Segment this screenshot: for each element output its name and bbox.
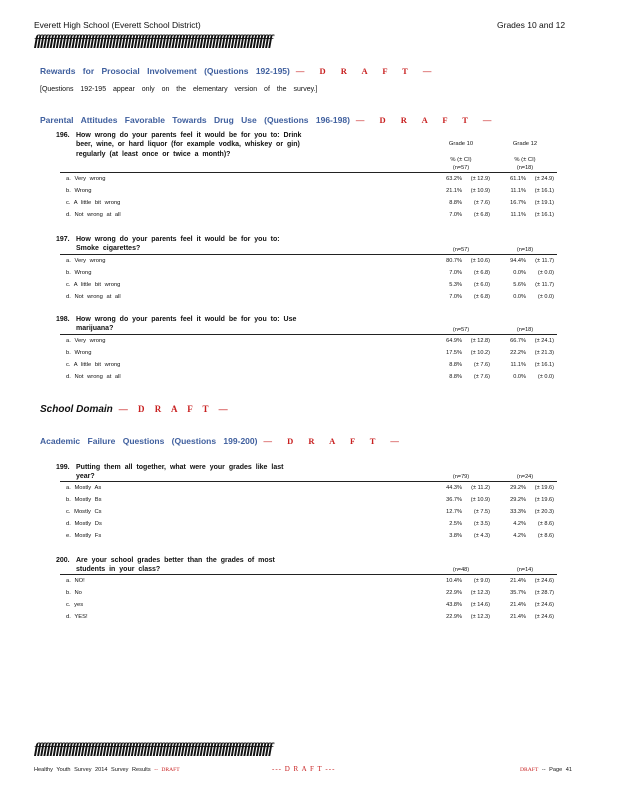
pct-grade10: 63.2% [446,176,462,182]
question-text: How wrong do your parents feel it would be for you to: Drink beer, wine, or hard liquor (for example vodka, whiskey or gin) regularly (at least once or twice a month)? [76,132,302,158]
col-header-grade10: Grade 10 [448,141,474,147]
ci-grade10: (± 12.3) [470,590,490,596]
pct-grade12: 11.1% [510,188,526,194]
ci-grade12: (± 19.1) [534,200,554,206]
pct-grade10: 3.8% [449,533,462,539]
option-label: d. Mostly Ds [66,521,102,527]
question-number: 196. [56,132,70,139]
table-rule [60,172,557,173]
pct-grade10: 22.9% [446,614,462,620]
footer-left [34,767,180,773]
top-decorative-rule: ffffffffffffffffffffffffffffffffffffffffffffffffffffffffffffffffffffffffffff [34,33,272,49]
page-number: -- Page 41 [541,767,573,773]
n-grade10: (n=57) [452,327,470,333]
draft-mark: — D R A F T — [263,436,403,446]
pct-grade12: 11.1% [510,362,526,368]
question-number: 197. [56,236,70,243]
option-label: a. Very wrong [66,176,106,182]
pct-grade10: 7.0% [449,270,462,276]
draft-mark: — D R A F T — [118,404,232,414]
pct-grade12: 33.3% [510,509,526,515]
col-header-grade12: Grade 12 [512,141,538,147]
option-label: b. Wrong [66,350,92,356]
n-grade10: (n=57) [452,247,470,253]
ci-grade12: (± 8.6) [537,521,554,527]
option-label: c. yes [66,602,84,608]
pct-grade12: 16.7% [510,200,526,206]
pct-grade12: 0.0% [513,270,526,276]
section-rewards [40,66,435,76]
option-label: b. No [66,590,82,596]
pct-grade10: 43.8% [446,602,462,608]
ci-grade10: (± 14.6) [470,602,490,608]
section-rewards-title: Rewards for Prosocial Involvement (Questions 192-195) [40,66,290,76]
col-header-pct-ci-12: % (± CI) [514,157,536,163]
footer-survey-title: Healthy Youth Survey 2014 Survey Results [34,767,151,773]
pct-grade12: 5.6% [513,282,526,288]
option-label: a. Mostly As [66,485,102,491]
pct-grade12: 35.7% [510,590,526,596]
ci-grade10: (± 9.0) [473,578,490,584]
ci-grade10: (± 11.2) [471,485,490,491]
ci-grade12: (± 16.1) [534,212,554,218]
pct-grade12: 94.4% [510,258,526,264]
question-text: How wrong do your parents feel it would be for you to: Use marijuana? [76,316,297,333]
option-label: b. Wrong [66,270,92,276]
option-label: c. Mostly Cs [66,509,102,515]
n-grade12: (n=18) [516,165,534,171]
pct-grade12: 21.4% [510,578,526,584]
option-label: a. NO! [66,578,85,584]
ci-grade10: (± 4.3) [473,533,490,539]
ci-grade10: (± 12.3) [470,614,490,620]
option-label: a. Very wrong [66,338,106,344]
question-number: 198. [56,316,70,323]
ci-grade10: (± 12.9) [470,176,490,182]
ci-grade12: (± 0.0) [537,270,554,276]
option-label: d. Not wrong at all [66,374,121,380]
table-rule [60,481,557,482]
pct-grade12: 4.2% [513,533,526,539]
n-grade10: (n=57) [452,165,470,171]
footer-center-draft: --- D R A F T --- [272,765,336,773]
ci-grade12: (± 0.0) [537,294,554,300]
n-grade12: (n=18) [516,327,534,333]
question-number: 200. [56,557,70,564]
pct-grade10: 7.0% [449,294,462,300]
pct-grade12: 21.4% [510,614,526,620]
question-text: Putting them all together, what were your grades like last year? [76,464,284,481]
pct-grade12: 22.2% [510,350,526,356]
ci-grade12: (± 21.3) [534,350,554,356]
n-grade12: (n=14) [516,567,534,573]
footer-right [520,767,572,773]
table-rule [60,574,557,575]
ci-grade12: (± 24.1) [534,338,554,344]
ci-grade10: (± 7.6) [473,200,490,206]
ci-grade12: (± 16.1) [534,188,554,194]
footer-right-draft: DRAFT [520,767,539,773]
pct-grade10: 8.8% [449,374,462,380]
ci-grade12: (± 24.6) [534,602,554,608]
option-label: d. Not wrong at all [66,212,121,218]
pct-grade10: 22.9% [446,590,462,596]
option-label: e. Mostly Fs [66,533,102,539]
ci-grade10: (± 10.2) [470,350,490,356]
pct-grade10: 12.7% [446,509,462,515]
option-label: c. A little bit wrong [66,200,121,206]
ci-grade10: (± 6.8) [473,270,490,276]
ci-grade12: (± 8.6) [537,533,554,539]
table-rule [60,254,557,255]
pct-grade10: 44.3% [446,485,462,491]
rewards-note: [Questions 192-195 appear only on the elementary version of the survey.] [40,86,318,93]
pct-grade10: 8.8% [449,200,462,206]
pct-grade10: 36.7% [446,497,462,503]
section-parental-title: Parental Attitudes Favorable Towards Drug Use (Questions 196-198) [40,115,350,125]
question-198 [56,315,306,334]
ci-grade10: (± 3.5) [473,521,490,527]
question-197 [56,235,306,254]
option-label: a. Very wrong [66,258,106,264]
ci-grade10: (± 7.6) [473,362,490,368]
ci-grade10: (± 10.9) [470,497,490,503]
n-grade10: (n=79) [452,474,470,480]
pct-grade10: 64.9% [446,338,462,344]
option-label: b. Mostly Bs [66,497,102,503]
ci-grade12: (± 16.1) [534,362,554,368]
ci-grade12: (± 0.0) [537,374,554,380]
draft-mark: — D R A F T — [355,115,496,125]
draft-mark: — D R A F T — [295,66,436,76]
n-grade12: (n=24) [516,474,534,480]
ci-grade12: (± 19.6) [534,497,554,503]
n-grade12: (n=18) [516,247,534,253]
bottom-decorative-rule: ffffffffffffffffffffffffffffffffffffffffffffffffffffffffffffffffffffffffffff [34,741,272,757]
pct-grade12: 61.1% [510,176,526,182]
ci-grade12: (± 24.6) [534,614,554,620]
pct-grade12: 66.7% [510,338,526,344]
ci-grade10: (± 6.8) [473,212,490,218]
school-header: Everett High School (Everett School District) [34,20,201,30]
pct-grade10: 17.5% [446,350,462,356]
option-label: d. Not wrong at all [66,294,121,300]
option-label: c. A little bit wrong [66,282,121,288]
pct-grade10: 21.1% [446,188,462,194]
ci-grade10: (± 7.6) [473,374,490,380]
pct-grade12: 11.1% [510,212,526,218]
grades-header: Grades 10 and 12 [497,20,566,30]
option-label: d. YES! [66,614,88,620]
section-school-domain [40,404,232,415]
pct-grade12: 21.4% [510,602,526,608]
pct-grade10: 7.0% [449,212,462,218]
pct-grade10: 8.8% [449,362,462,368]
ci-grade12: (± 19.6) [534,485,554,491]
ci-grade10: (± 6.8) [473,294,490,300]
ci-grade10: (± 6.0) [473,282,490,288]
pct-grade12: 0.0% [513,374,526,380]
footer-left-draft: -- DRAFT [154,767,180,773]
n-grade10: (n=48) [452,567,470,573]
ci-grade10: (± 10.9) [470,188,490,194]
ci-grade12: (± 24.9) [534,176,554,182]
ci-grade12: (± 28.7) [534,590,554,596]
section-academic-title: Academic Failure Questions (Questions 199-200) [40,436,258,446]
option-label: b. Wrong [66,188,92,194]
col-header-pct-ci-10: % (± CI) [450,157,472,163]
section-school-domain-title: School Domain [40,404,113,415]
question-text: Are your school grades better than the grades of most students in your class? [76,557,275,574]
ci-grade10: (± 10.6) [470,258,490,264]
option-label: c. A little bit wrong [66,362,121,368]
ci-grade12: (± 11.7) [535,258,554,264]
pct-grade12: 4.2% [513,521,526,527]
pct-grade10: 5.3% [449,282,462,288]
ci-grade12: (± 24.6) [534,578,554,584]
pct-grade12: 29.2% [510,485,526,491]
ci-grade12: (± 20.3) [534,509,554,515]
section-parental [40,115,495,125]
question-199 [56,463,306,482]
question-200 [56,556,306,575]
pct-grade10: 80.7% [446,258,462,264]
table-rule [60,334,557,335]
ci-grade10: (± 7.5) [473,509,490,515]
question-text: How wrong do your parents feel it would be for you to: Smoke cigarettes? [76,236,280,253]
pct-grade10: 2.5% [449,521,462,527]
question-number: 199. [56,464,70,471]
ci-grade10: (± 12.8) [470,338,490,344]
ci-grade12: (± 11.7) [535,282,554,288]
pct-grade10: 10.4% [446,578,462,584]
question-196 [56,131,306,159]
section-academic [40,436,403,446]
pct-grade12: 29.2% [510,497,526,503]
pct-grade12: 0.0% [513,294,526,300]
